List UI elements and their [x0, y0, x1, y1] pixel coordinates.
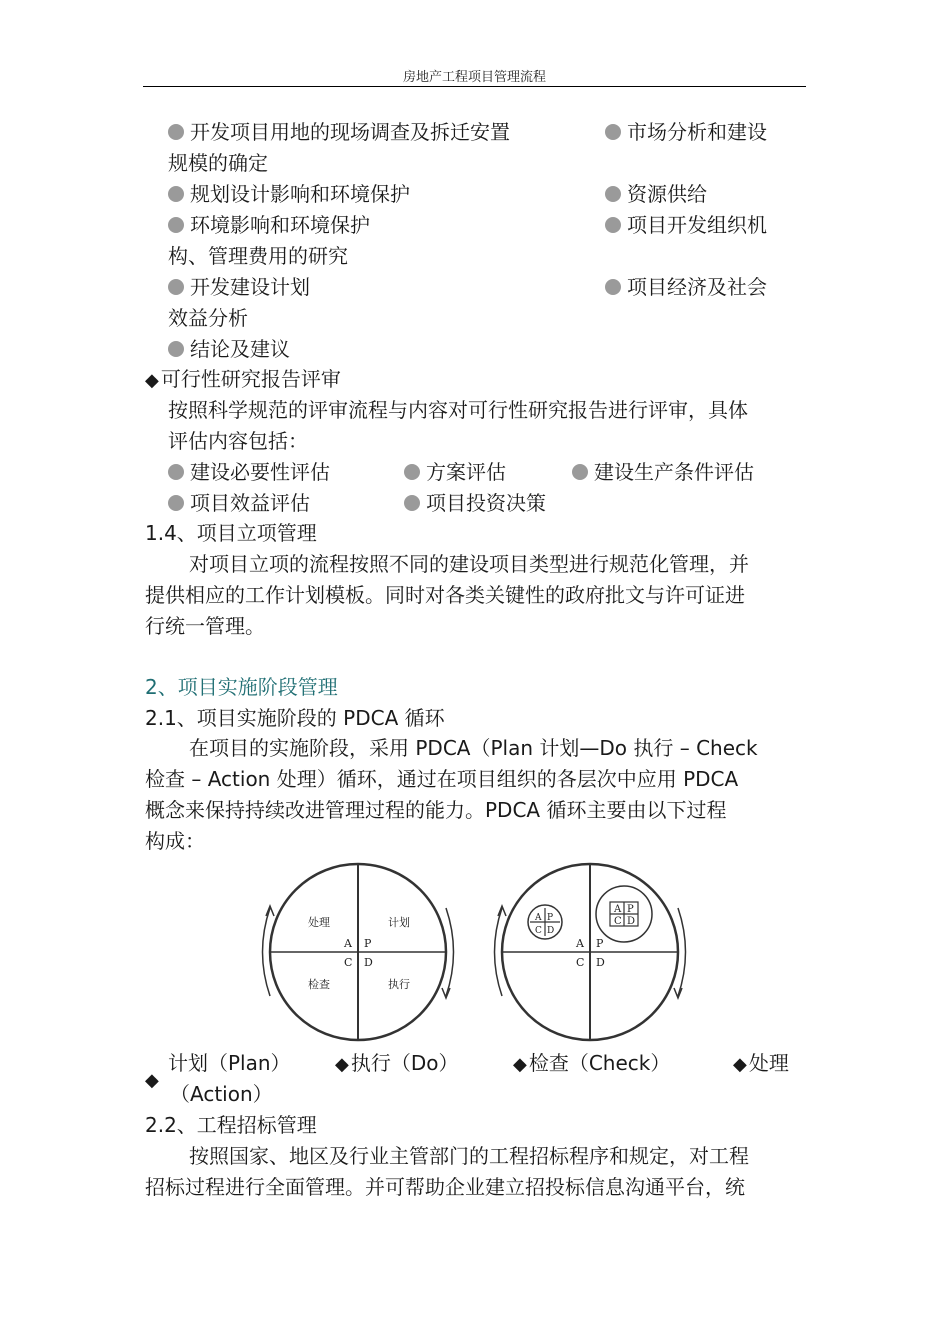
review-item: 建设必要性评估	[168, 457, 330, 487]
pdca-figure	[240, 850, 720, 1050]
letter-a: A	[576, 937, 584, 950]
legend-diamond	[145, 1064, 161, 1094]
sub-letter-c: C	[614, 916, 622, 927]
sub-letter-a: A	[535, 913, 542, 923]
paragraph-line: 行统一管理。	[145, 614, 265, 638]
paragraph-line: 构成：	[145, 829, 205, 853]
review-paragraph-line: 按照科学规范的评审流程与内容对可行性研究报告进行评审，具体	[168, 398, 748, 422]
arrow-head-icon	[442, 988, 450, 998]
review-item: 建设生产条件评估	[572, 457, 754, 487]
legend-check: ◆ 检查（Check）	[513, 1051, 671, 1075]
review-item: 方案评估	[404, 457, 506, 487]
quadrant-label-action: 处理	[308, 916, 330, 929]
header-rule	[143, 86, 806, 87]
section-heading-1-4: 1.4、项目立项管理	[145, 521, 317, 545]
bullet-dot-icon	[605, 186, 621, 202]
diamond-bullet-icon: ◆	[733, 1054, 747, 1075]
section-heading-2-1: 2.1、项目实施阶段的 PDCA 循环	[145, 706, 445, 730]
quadrant-label-plan: 计划	[388, 916, 410, 929]
paragraph-line: 提供相应的工作计划模板。同时对各类关键性的政府批文与许可证进	[145, 583, 745, 607]
bullet-text: 项目经济及社会	[627, 275, 767, 299]
letter-c: C	[344, 956, 353, 969]
bullet-dot-icon	[404, 464, 420, 480]
letter-d: D	[596, 956, 605, 969]
bullet-dot-icon	[168, 495, 184, 511]
bullet-dot-icon	[605, 279, 621, 295]
paragraph-line: 概念来保持持续改进管理过程的能力。PDCA 循环主要由以下过程	[145, 798, 727, 822]
arrow-head-icon	[266, 906, 274, 916]
paragraph-line: 在项目的实施阶段，采用 PDCA（Plan 计划—Do 执行 – Check	[189, 736, 758, 760]
review-item: 项目效益评估	[168, 488, 310, 518]
letter-a: A	[344, 937, 352, 950]
bullet-item	[168, 179, 410, 209]
letter-p: P	[596, 937, 604, 950]
bullet-item	[605, 272, 767, 302]
sub-letter-p: P	[627, 904, 634, 915]
letter-c: C	[576, 956, 585, 969]
paragraph-line: 检查 – Action 处理）循环，通过在项目组织的各层次中应用 PDCA	[145, 767, 739, 791]
bullet-continuation: 构、管理费用的研究	[168, 244, 348, 268]
sub-letter-d: D	[627, 916, 636, 927]
page-header: 房地产工程项目管理流程	[402, 70, 546, 85]
bullet-dot-icon	[572, 464, 588, 480]
diamond-bullet-icon: ◆	[145, 370, 159, 391]
bullet-dot-icon	[168, 217, 184, 233]
quadrant-label-check: 检查	[308, 978, 330, 991]
paragraph-line: 按照国家、地区及行业主管部门的工程招标程序和规定，对工程	[189, 1144, 749, 1168]
bullet-dot-icon	[404, 495, 420, 511]
pdca-cycle-basic	[263, 864, 454, 1040]
legend-action: ◆ 处理	[733, 1051, 789, 1075]
bullet-dot-icon	[168, 124, 184, 140]
bullet-dot-icon	[605, 124, 621, 140]
bullet-dot-icon	[168, 464, 184, 480]
paragraph-line: 对项目立项的流程按照不同的建设项目类型进行规范化管理，并	[189, 552, 749, 576]
section-heading-2-2: 2.2、工程招标管理	[145, 1113, 317, 1137]
sub-letter-a: A	[614, 904, 622, 915]
bullet-item	[605, 179, 707, 209]
bullet-text: 项目开发组织机	[627, 213, 767, 237]
bullet-item	[605, 210, 767, 240]
diamond-bullet-icon: ◆	[335, 1054, 349, 1075]
review-item: 项目投资决策	[404, 488, 546, 518]
legend-do: ◆ 执行（Do）	[335, 1051, 459, 1075]
letter-p: P	[364, 937, 372, 950]
pdca-cycle-nested	[495, 864, 686, 1040]
paragraph-line: 招标过程进行全面管理。并可帮助企业建立招投标信息沟通平台，统	[145, 1175, 745, 1199]
letter-d: D	[364, 956, 373, 969]
section-heading-2: 2、项目实施阶段管理	[145, 675, 338, 699]
bullet-dot-icon	[605, 217, 621, 233]
bullet-item	[605, 117, 767, 147]
legend-action-tail: （Action）	[170, 1082, 273, 1106]
bullet-text: 规划设计影响和环境保护	[190, 182, 410, 206]
quadrant-label-do: 执行	[388, 978, 410, 991]
bullet-dot-icon	[168, 186, 184, 202]
arrow-head-icon	[674, 988, 682, 998]
review-paragraph-line: 评估内容包括：	[168, 429, 308, 453]
bullet-item	[168, 210, 370, 240]
bullet-continuation: 规模的确定	[168, 151, 268, 175]
arrow-head-icon	[498, 906, 506, 916]
bullet-text: 市场分析和建设	[627, 120, 767, 144]
bullet-item	[168, 272, 310, 302]
bullet-item	[168, 334, 290, 364]
diamond-bullet-icon: ◆	[145, 1070, 159, 1091]
sub-letter-p: P	[547, 913, 554, 923]
bullet-text: 环境影响和环境保护	[190, 213, 370, 237]
sub-letter-c: C	[535, 926, 542, 936]
diamond-bullet-icon: ◆	[513, 1054, 527, 1075]
bullet-continuation: 效益分析	[168, 306, 248, 330]
bullet-item	[168, 117, 510, 147]
bullet-text: 资源供给	[627, 182, 707, 206]
legend-plan: 计划（Plan）	[168, 1051, 291, 1075]
sub-letter-d: D	[547, 926, 555, 936]
bullet-text: 结论及建议	[190, 337, 290, 361]
bullet-dot-icon	[168, 341, 184, 357]
review-heading: ◆ 可行性研究报告评审	[145, 367, 341, 391]
bullet-dot-icon	[168, 279, 184, 295]
bullet-text: 开发项目用地的现场调查及拆迁安置	[190, 120, 510, 144]
bullet-text: 开发建设计划	[190, 275, 310, 299]
